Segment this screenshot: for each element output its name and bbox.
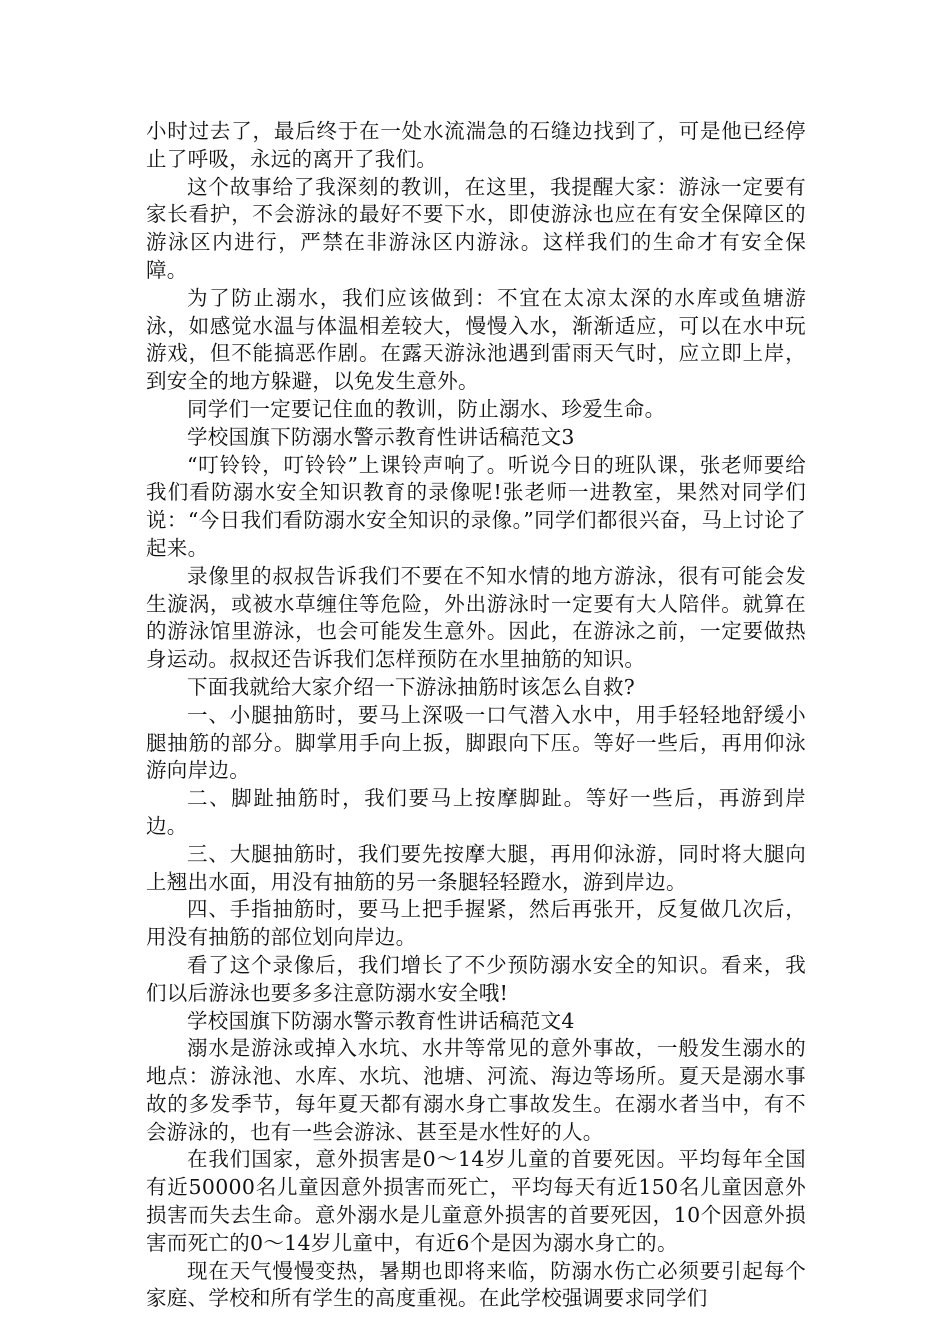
paragraph: 下面我就给大家介绍一下游泳抽筋时该怎么自救? <box>187 674 636 699</box>
paragraph: 为了防止溺水，我们应该做到：不宜在太凉太深的水库或鱼塘游泳，如感觉水温与体温相差较大，慢慢入水，渐渐适应，可以在水中玩游戏，但不能搞恶作剧。在露天游泳池遇到雷雨天气时，应立即上岸，到安全的地方躲避，以免发生意外。 <box>146 285 806 394</box>
paragraph: 四、手指抽筋时，要马上把手握紧，然后再张开，反复做几次后，用没有抽筋的部位划向岸边。 <box>146 897 806 950</box>
paragraph: 三、大腿抽筋时，我们要先按摩大腿，再用仰泳游，同时将大腿向上翘出水面，用没有抽筋的另一条腿轻轻蹬水，游到岸边。 <box>146 841 806 894</box>
paragraph: 这个故事给了我深刻的教训，在这里，我提醒大家：游泳一定要有家长看护，不会游泳的最好不要下水，即使游泳也应在有安全保障区的游泳区内进行，严禁在非游泳区内游泳。这样我们的生命才有安全保障。 <box>146 174 806 282</box>
paragraph: “叮铃铃，叮铃铃”上课铃声响了。听说今日的班队课，张老师要给我们看防溺水安全知识教育的录像呢!张老师一进教室，果然对同学们说：“今日我们看防溺水安全知识的录像。”同学们都很兴奋，马上讨论了起来。 <box>146 452 806 560</box>
paragraph: 看了这个录像后，我们增长了不少预防溺水安全的知识。看来，我们以后游泳也要多多注意防溺水安全哦! <box>146 952 806 1005</box>
paragraph: 在我们国家，意外损害是0～14岁儿童的首要死因。平均每年全国有近50000名儿童因意外损害而死亡，平均每天有近150名儿童因意外损害而失去生命。意外溺水是儿童意外损害的首要死因，10个因意外损害而死亡的0～14岁儿童中，有近6个是因为溺水身亡的。 <box>146 1147 806 1255</box>
section-heading: 学校国旗下防溺水警示教育性讲话稿范文4 <box>187 1008 575 1033</box>
paragraph: 录像里的叔叔告诉我们不要在不知水情的地方游泳，很有可能会发生漩涡，或被水草缠住等危险，外出游泳时一定要有大人陪伴。就算在的游泳馆里游泳，也会可能发生意外。因此，在游泳之前，一定要做热身运动。叔叔还告诉我们怎样预防在水里抽筋的知识。 <box>146 563 806 672</box>
paragraph: 一、小腿抽筋时，要马上深吸一口气潜入水中，用手轻轻地舒缓小腿抽筋的部分。脚掌用手向上扳，脚跟向下压。等好一些后，再用仰泳游向岸边。 <box>146 702 806 783</box>
paragraph: 现在天气慢慢变热，暑期也即将来临，防溺水伤亡必须要引起每个家庭、学校和所有学生的高度重视。在此学校强调要求同学们 <box>146 1258 806 1311</box>
paragraph: 同学们一定要记住血的教训，防止溺水、珍爱生命。 <box>187 396 666 421</box>
document-page <box>146 118 806 1313</box>
paragraph: 二、脚趾抽筋时，我们要马上按摩脚趾。等好一些后，再游到岸边。 <box>146 786 806 838</box>
paragraph: 小时过去了，最后终于在一处水流湍急的石缝边找到了，可是他已经停止了呼吸，永远的离开了我们。 <box>146 119 806 171</box>
section-heading: 学校国旗下防溺水警示教育性讲话稿范文3 <box>187 424 575 449</box>
paragraph: 溺水是游泳或掉入水坑、水井等常见的意外事故，一般发生溺水的地点：游泳池、水库、水坑、池塘、河流、海边等场所。夏天是溺水事故的多发季节，每年夏天都有溺水身亡事故发生。在溺水者当中，有不会游泳的，也有一些会游泳、甚至是水性好的人。 <box>146 1036 806 1144</box>
